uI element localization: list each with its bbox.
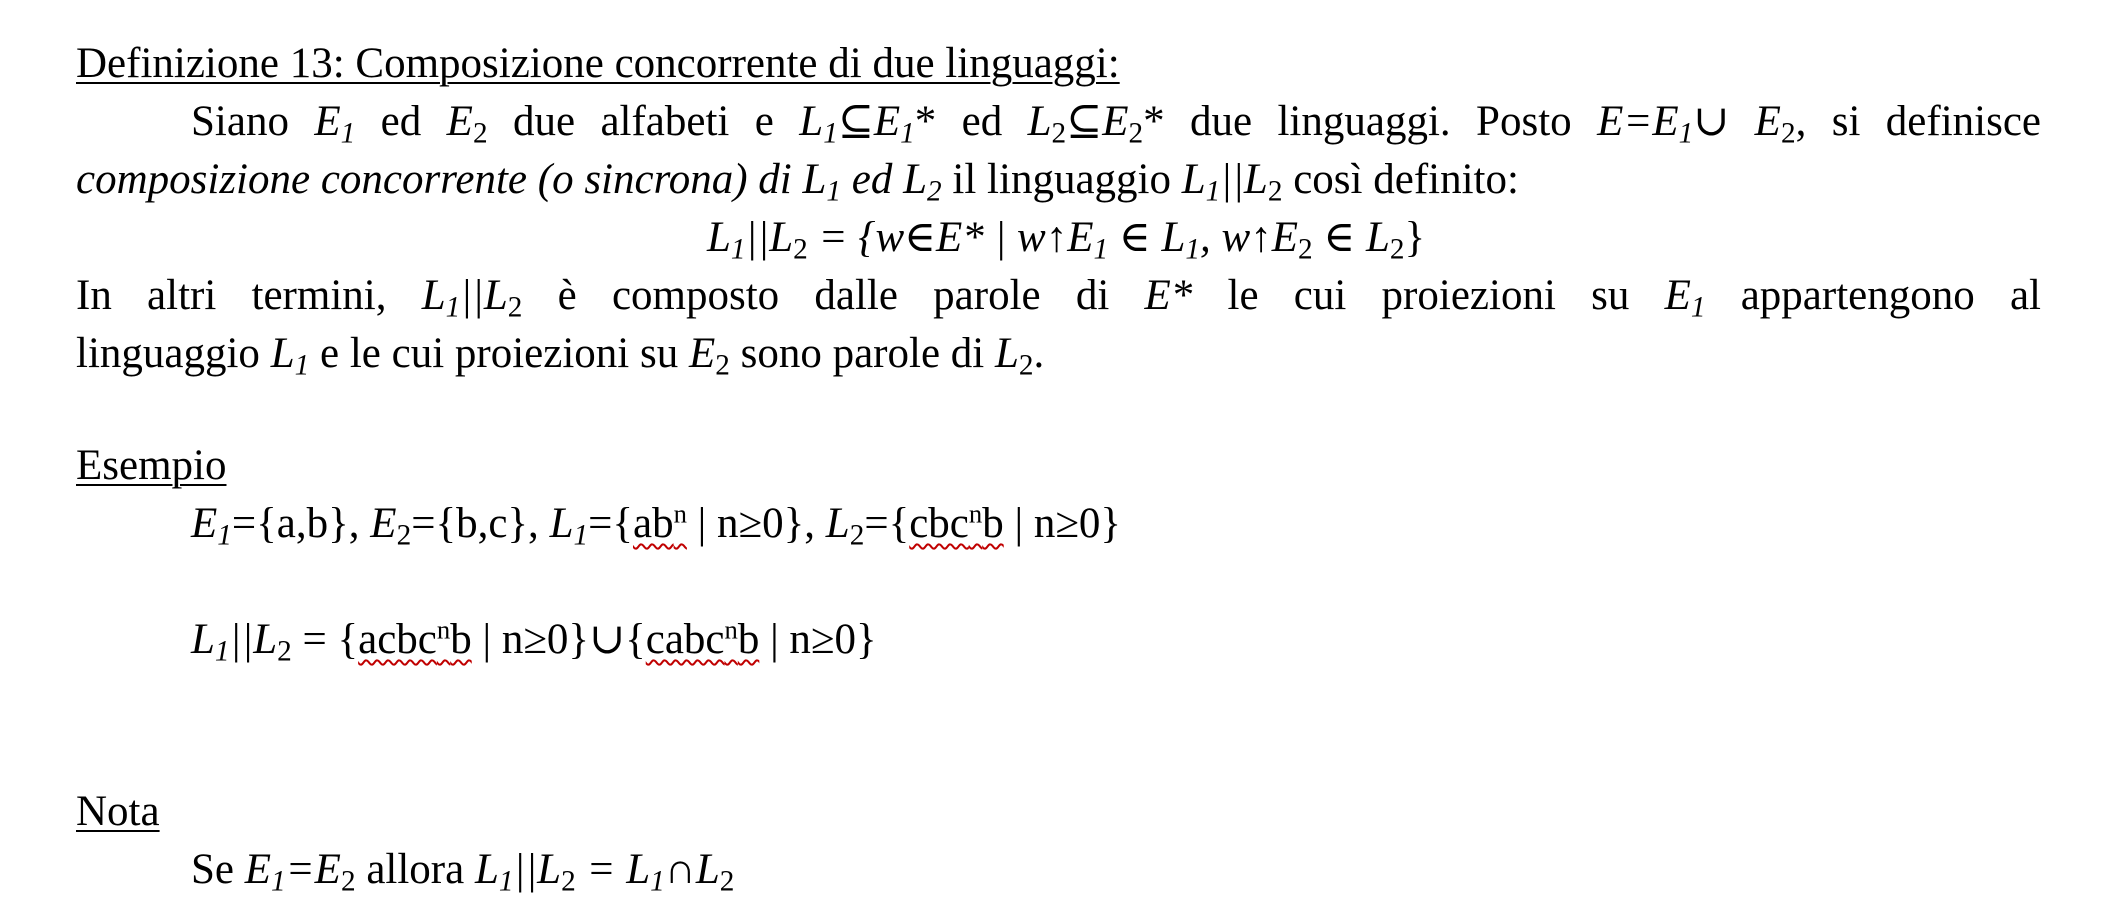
- spellcheck-mark: $ab^n$: [633, 498, 687, 547]
- definition-line-2: composizione concorrente (o sincrona) di $L_1$ ed $L_2$ il linguaggio $L_1||L_2$ così definito:: [76, 156, 1519, 208]
- spellcheck-mark: cabc$^n$b: [645, 614, 760, 663]
- spellcheck-mark: cbc$^n$b: [909, 498, 1004, 547]
- definition-line-4: linguaggio $L_1$ e le cui proiezioni su $E_2$ sono parole di $L_2$.: [76, 330, 1045, 382]
- spellcheck-mark: acbc$^n$b: [358, 614, 472, 663]
- definition-formula: $L_1||L_2$ = {w∈E* | $w↑E_1$ ∈ $L_1$, $w↑E_2$ ∈ $L_2$}: [707, 214, 1426, 266]
- example-line-1: $E_1=\{a,b\}$, $E_2=\{b,c\}$, $L_1=\{ab^n$ | n≥0}, $L_2=\{cbc^nb$ | n≥0}: [191, 498, 1122, 552]
- definition-heading: Definizione 13: Composizione concorrente di due linguaggi:: [76, 40, 1120, 87]
- example-heading: Esempio: [76, 442, 227, 489]
- definition-line-1: Siano $E_1$ ed $E_2$ due alfabeti e $L_1⊆E_1*$ ed $L_2⊆E_2*$ due linguaggi. Posto $E=E_1\cup$ $E_2$, si definisce: [191, 98, 2042, 150]
- example-line-2: $L_1||L_2$ = {acbc$^n$b | n≥0}∪{cabc$^n$b | n≥0}: [191, 614, 877, 668]
- note-heading: Nota: [76, 788, 160, 835]
- definition-line-3: In altri termini, $L_1||L_2$ è composto dalle parole di E* le cui proiezioni su $E_1$ appartengono al: [76, 272, 2041, 324]
- note-line: Se $E_1=E_2$ allora $L_1||L_2$ = $L_1\cap L_2$: [191, 846, 735, 898]
